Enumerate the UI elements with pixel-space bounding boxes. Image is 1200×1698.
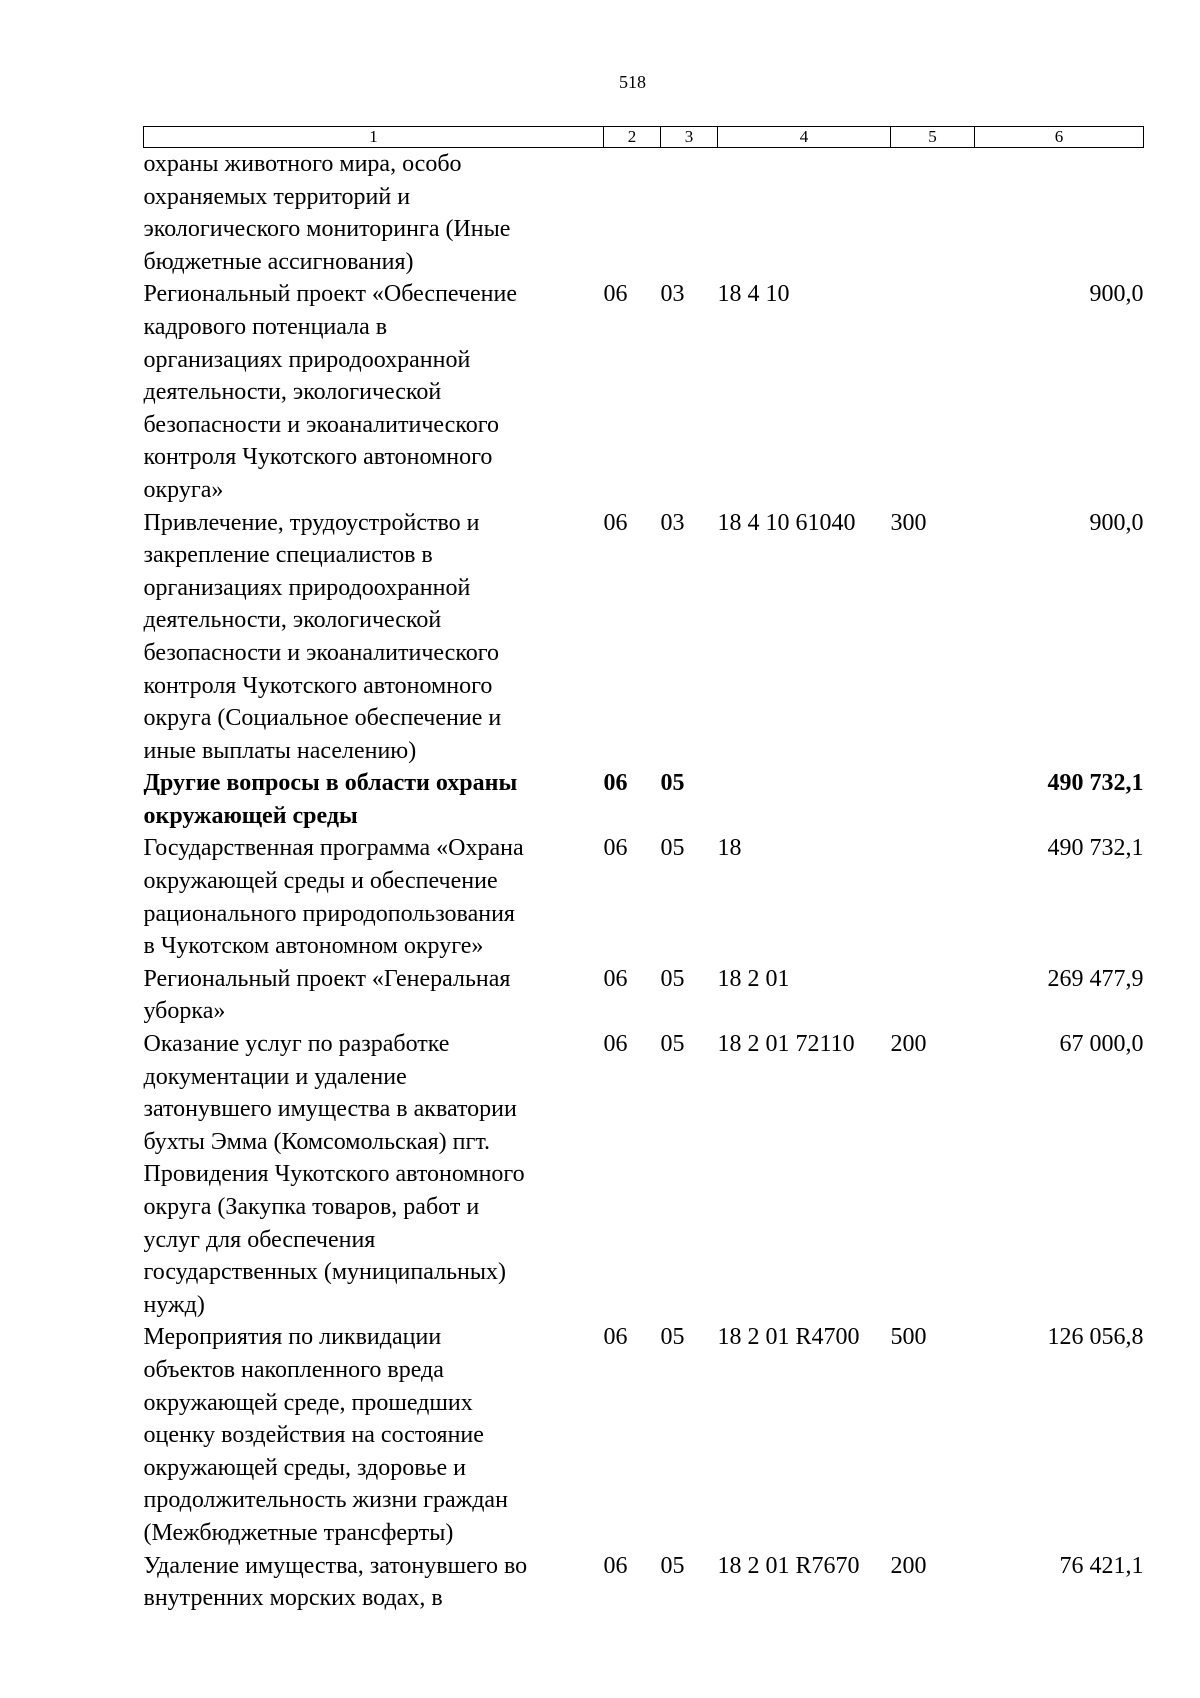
page-number: 518 [619,72,646,92]
row-subsection: 05 [660,1552,685,1579]
row-target-article: 18 4 10 61040 [717,509,856,536]
row-target-article: 18 2 01 R7670 [717,1552,860,1579]
row-expense-type [891,767,975,832]
row-subsection: 05 [660,965,685,992]
row-name: Удаление имущества, затонувшего во внутренних морских водах, в [143,1552,528,1612]
row-amount: 900,0 [1089,509,1144,536]
row-amount: 126 056,8 [1047,1324,1144,1351]
header-col-6: 6 [975,127,1144,148]
row-expense-type [891,148,975,279]
row-target-article: 18 2 01 R4700 [717,1324,860,1351]
header-col-4: 4 [718,127,891,148]
table-body [144,148,1144,1615]
row-section: 06 [603,1031,628,1058]
row-amount: 269 477,9 [1047,965,1144,992]
row-expense-type: 300 [890,509,927,536]
row-amount: 67 000,0 [1059,1031,1144,1058]
table-row [144,832,1144,962]
table-row [144,278,1144,506]
row-subsection: 05 [660,1324,685,1351]
table-header [144,127,1144,148]
row-target-article: 18 [717,835,742,862]
row-name: Мероприятия по ликвидации объектов накопленного вреда окружающей среде, прошедших оценку воздействия на состояние окружающей среды, здоровье и продолжительность жизни граждан (Межбюджетные трансферты) [143,1324,508,1546]
row-target-article: 18 2 01 [717,965,790,992]
row-name: Региональный проект «Обеспечение кадрового потенциала в организациях природоохранной деятельности, экологической безопасности и экоаналитического контроля Чукотского автономного округа» [143,281,518,503]
row-name: Привлечение, трудоустройство и закрепление специалистов в организациях природоохранной деятельности, экологической безопасности и экоаналитического контроля Чукотского автономного округа (Социальное обеспечение и иные выплаты населению) [143,509,502,764]
row-expense-type: 500 [890,1324,927,1351]
row-subsection: 03 [660,509,685,536]
row-name: охраны животного мира, особо охраняемых территорий и экологического мониторинга (Иные бюджетные ассигнования) [143,151,511,275]
row-amount: 900,0 [1089,281,1144,308]
row-section: 06 [603,835,628,862]
table-row [144,963,1144,1028]
row-expense-type [891,278,975,506]
table-row [144,507,1144,768]
row-subsection: 05 [660,835,685,862]
row-target-article [718,148,891,279]
row-target-article [718,767,891,832]
table-row [144,148,1144,279]
row-section: 06 [603,1324,628,1351]
row-name: Государственная программа «Охрана окружающей среды и обеспечение рационального природопользования в Чукотском автономном округе» [143,835,524,960]
row-target-article: 18 4 10 [717,281,790,308]
row-name: Другие вопросы в области охраны окружающей среды [143,770,518,829]
row-subsection: 05 [660,1031,685,1058]
row-target-article: 18 2 01 72110 [717,1031,855,1058]
header-col-2: 2 [604,127,661,148]
row-section [604,148,661,279]
row-subsection: 05 [660,770,685,797]
row-section: 06 [603,281,628,308]
row-expense-type: 200 [890,1552,927,1579]
row-amount [975,148,1144,279]
row-section: 06 [603,965,628,992]
table-row [144,1550,1144,1615]
row-amount: 490 732,1 [1047,770,1144,797]
row-name: Оказание услуг по разработке документации и удаление затонувшего имущества в акватории бухты Эмма (Комсомольская) пгт. Провидения Чукотского автономного округа (Закупка товаров, работ и услуг для обеспечения государственных (муниципальных) нужд) [143,1031,525,1318]
header-col-5: 5 [891,127,975,148]
header-row [144,127,1144,148]
row-section: 06 [603,509,628,536]
row-expense-type [891,832,975,962]
table-row [144,767,1144,832]
row-subsection [661,148,718,279]
row-expense-type: 200 [890,1031,927,1058]
row-section: 06 [603,770,628,797]
table-row [144,1321,1144,1549]
row-expense-type [891,963,975,1028]
row-name: Региональный проект «Генеральная уборка» [143,965,511,1025]
header-col-3: 3 [661,127,718,148]
row-amount: 490 732,1 [1047,835,1144,862]
header-col-1: 1 [144,127,604,148]
row-subsection: 03 [660,281,685,308]
budget-table [143,126,1144,1615]
table-row [144,1028,1144,1321]
row-amount: 76 421,1 [1059,1552,1144,1579]
row-section: 06 [603,1552,628,1579]
